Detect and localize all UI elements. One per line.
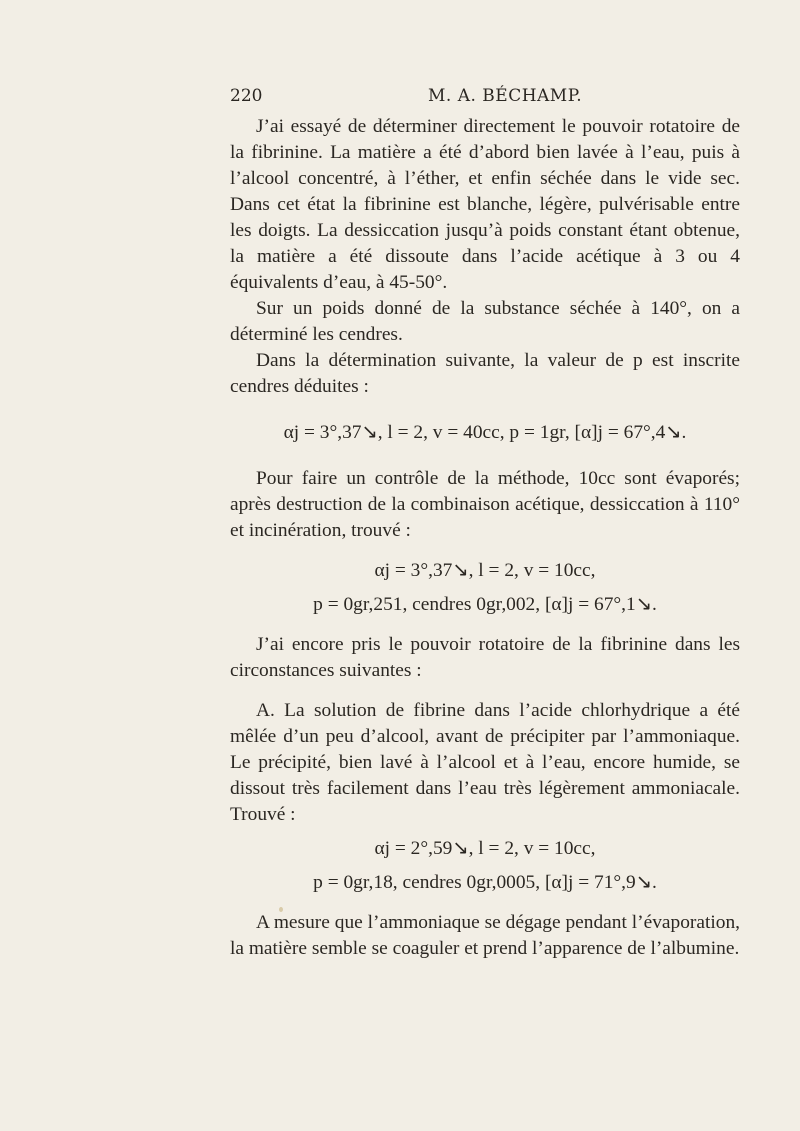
paragraph: J’ai encore pris le pouvoir rotatoire de la fibrinine dans les circonstances suivantes : <box>230 634 740 681</box>
page-body <box>230 114 740 962</box>
paper-speck <box>279 907 283 912</box>
paragraph: Sur un poids donné de la substance séchée à 140°, on a déterminé les cendres. <box>230 298 740 345</box>
paragraph: J’ai essayé de déterminer directement le pouvoir rotatoire de la fibrinine. La matière a été d’abord bien lavée à l’eau, puis à l’alcool concentré, à l’éther, et enfin séchée dans le vide sec. Dans cet état la fibrinine est blanche, légère, pulvérisable entre les doigts. La dessiccation jusqu’à poids constant étant obtenue, la matière a été dissoute dans l’acide acétique à 3 ou 4 équivalents d’eau, à 45-50°. <box>230 116 740 293</box>
paragraph: A mesure que l’ammoniaque se dégage pendant l’évaporation, la matière semble se coaguler et prend l’apparence de l’albumine. <box>230 912 740 959</box>
formula: αj = 3°,37↘, l = 2, v = 40cc, p = 1gr, [α]j = 67°,4↘. <box>283 422 687 443</box>
paragraph: Pour faire un contrôle de la méthode, 10cc sont évaporés; après destruction de la combinaison acétique, dessiccation à 110° et incinération, trouvé : <box>230 468 740 541</box>
page-header <box>230 86 740 110</box>
paragraph: Dans la détermination suivante, la valeur de p est inscrite cendres déduites : <box>230 350 740 397</box>
page-number: 220 <box>230 86 263 106</box>
formula: p = 0gr,18, cendres 0gr,0005, [α]j = 71°,9↘. <box>313 872 657 893</box>
paragraph: A. La solution de fibrine dans l’acide chlorhydrique a été mêlée d’un peu d’alcool, avant de précipiter par l’ammoniaque. Le précipité, bien lavé à l’alcool et à l’eau, encore humide, se dissout très facilement dans l’eau très légèrement ammoniacale. Trouvé : <box>230 700 740 825</box>
formula: p = 0gr,251, cendres 0gr,002, [α]j = 67°,1↘. <box>313 594 657 615</box>
running-title: M. A. BÉCHAMP. <box>428 86 583 106</box>
formula: αj = 3°,37↘, l = 2, v = 10cc, <box>374 560 596 581</box>
formula: αj = 2°,59↘, l = 2, v = 10cc, <box>374 838 596 859</box>
